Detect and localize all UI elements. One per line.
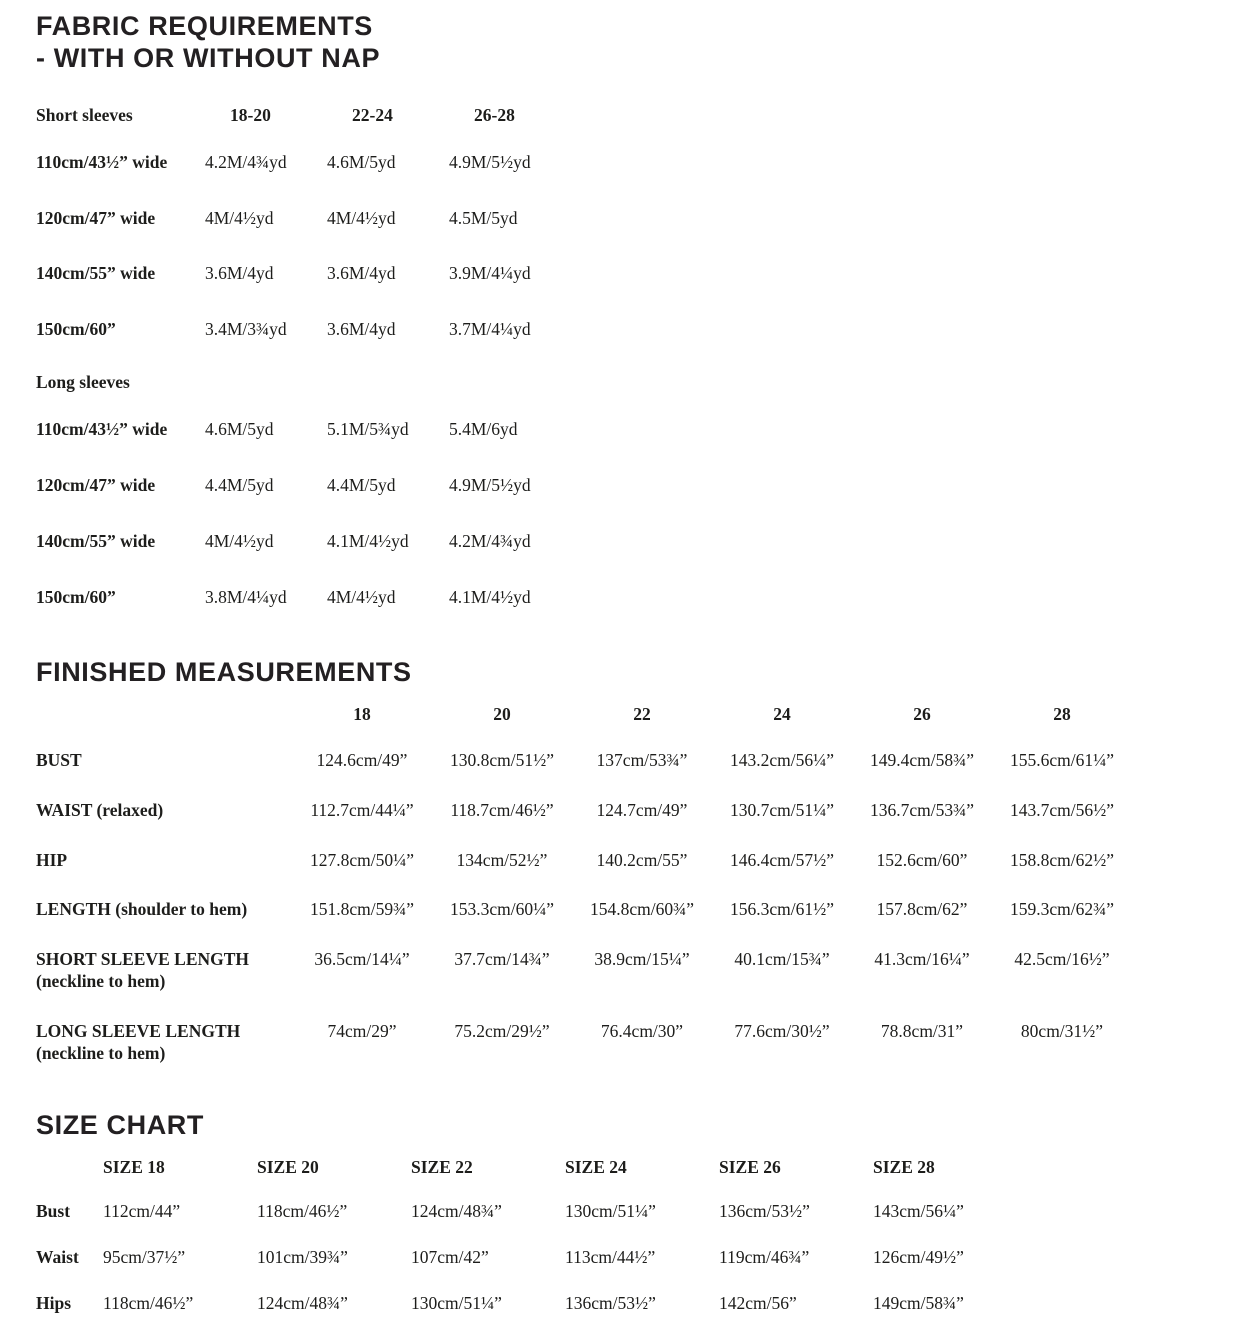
body-measurement-cell: 130cm/51¼”	[411, 1292, 502, 1313]
table-row	[36, 786, 1132, 836]
table-row	[36, 885, 1132, 935]
fabric-amount-cell: 4M/4½yd	[205, 530, 274, 551]
row-label-main: SHORT SLEEVE LENGTH	[36, 949, 250, 970]
body-measurement-cell: 136cm/53½”	[565, 1292, 656, 1313]
fabric-amount-cell: 5.1M/5¾yd	[327, 419, 409, 440]
table-row	[36, 836, 1132, 886]
table-row	[36, 514, 571, 570]
body-measurement-cell: 149cm/58¾”	[873, 1292, 964, 1313]
body-measurement-cell: 118cm/46½”	[103, 1292, 194, 1313]
measurement-cell: 153.3cm/60¼”	[449, 899, 554, 920]
table-header-row	[36, 91, 571, 135]
group-label: Short sleeves	[36, 104, 133, 125]
table-row	[36, 1235, 1027, 1281]
column-header: 22-24	[352, 104, 393, 125]
size-chart-title: SIZE CHART	[36, 1109, 204, 1140]
row-label: 110cm/43½” wide	[36, 151, 168, 172]
size-column-header: SIZE 28	[873, 1157, 935, 1178]
fabric-amount-cell: 4.5M/5yd	[449, 207, 518, 228]
size-column-header: 26	[913, 703, 931, 724]
table-row	[36, 736, 1132, 786]
measurement-cell: 143.7cm/56½”	[1009, 799, 1114, 820]
measurement-cell: 124.6cm/49”	[316, 749, 408, 770]
body-measurement-cell: 126cm/49½”	[873, 1246, 964, 1267]
measurement-cell: 75.2cm/29½”	[454, 1021, 550, 1042]
short-sleeves-fabric-table	[36, 91, 571, 358]
row-label-sub: (neckline to hem)	[36, 1042, 166, 1063]
fabric-amount-cell: 4.1M/4½yd	[327, 530, 409, 551]
body-measurement-cell: 124cm/48¾”	[411, 1201, 502, 1222]
size-column-header: 28	[1053, 703, 1071, 724]
size-column-header: 20	[493, 703, 511, 724]
fabric-amount-cell: 3.9M/4¼yd	[449, 263, 531, 284]
fabric-amount-cell: 4.4M/5yd	[327, 474, 396, 495]
size-column-header: SIZE 26	[719, 1157, 781, 1178]
measurement-cell: 42.5cm/16½”	[1014, 949, 1110, 970]
title-line-1: FABRIC REQUIREMENTS	[36, 11, 373, 41]
finished-measurements-table	[36, 694, 1132, 1079]
body-measurement-cell: 118cm/46½”	[257, 1201, 348, 1222]
finished-measurements-title: FINISHED MEASUREMENTS	[36, 656, 412, 687]
fabric-amount-cell: 3.6M/4yd	[205, 263, 274, 284]
size-column-header: SIZE 24	[565, 1157, 627, 1178]
body-measurement-cell: 124cm/48¾”	[257, 1292, 348, 1313]
table-row	[36, 191, 571, 247]
measurement-cell: 156.3cm/61½”	[729, 899, 834, 920]
row-label: 110cm/43½” wide	[36, 419, 168, 440]
fabric-amount-cell: 4.6M/5yd	[327, 151, 396, 172]
fabric-amount-cell: 4.9M/5½yd	[449, 474, 531, 495]
row-label: Waist	[36, 1246, 79, 1267]
measurement-cell: 137cm/53¾”	[596, 749, 688, 770]
fabric-amount-cell: 4.4M/5yd	[205, 474, 274, 495]
row-label: 120cm/47” wide	[36, 207, 156, 228]
measurement-cell: 124.7cm/49”	[596, 799, 688, 820]
measurement-cell: 140.2cm/55”	[596, 849, 688, 870]
fabric-amount-cell: 4.6M/5yd	[205, 419, 274, 440]
body-measurement-cell: 119cm/46¾”	[719, 1246, 810, 1267]
row-label: 140cm/55” wide	[36, 263, 156, 284]
table-row	[36, 1189, 1027, 1235]
size-column-header: 24	[773, 703, 791, 724]
table-row	[36, 246, 571, 302]
fabric-amount-cell: 3.8M/4¼yd	[205, 586, 287, 607]
table-row	[36, 1007, 1132, 1079]
measurement-cell: 76.4cm/30”	[600, 1021, 684, 1042]
fabric-amount-cell: 3.6M/4yd	[327, 319, 396, 340]
long-sleeves-fabric-table	[36, 358, 571, 625]
size-column-header: SIZE 20	[257, 1157, 319, 1178]
body-measurement-cell: 95cm/37½”	[103, 1246, 186, 1267]
size-column-header: SIZE 18	[103, 1157, 165, 1178]
measurement-cell: 151.8cm/59¾”	[309, 899, 414, 920]
fabric-amount-cell: 4.1M/4½yd	[449, 586, 531, 607]
row-label: 150cm/60”	[36, 586, 116, 607]
measurement-cell: 80cm/31½”	[1020, 1021, 1104, 1042]
measurement-cell: 127.8cm/50¼”	[309, 849, 414, 870]
row-label: Hips	[36, 1292, 72, 1313]
title-line-2: - WITH OR WITHOUT NAP	[36, 43, 381, 74]
measurement-cell: 143.2cm/56¼”	[729, 749, 834, 770]
measurement-cell: 130.8cm/51½”	[449, 749, 554, 770]
table-header-row	[36, 694, 1132, 736]
group-label: Long sleeves	[36, 372, 130, 393]
row-label: 120cm/47” wide	[36, 474, 156, 495]
size-column-header: 18	[353, 703, 371, 724]
column-header: 18-20	[230, 104, 271, 125]
fabric-amount-cell: 4.2M/4¾yd	[449, 530, 531, 551]
row-label-sub: (neckline to hem)	[36, 971, 166, 992]
measurement-cell: 41.3cm/16¼”	[874, 949, 970, 970]
measurement-cell: 157.8cm/62”	[876, 899, 968, 920]
measurement-cell: 154.8cm/60¾”	[589, 899, 694, 920]
body-measurement-cell: 142cm/56”	[719, 1292, 797, 1313]
row-label: HIP	[36, 849, 68, 870]
measurement-cell: 118.7cm/46½”	[450, 799, 554, 820]
body-measurement-cell: 112cm/44”	[103, 1201, 181, 1222]
measurement-cell: 38.9cm/15¼”	[594, 949, 690, 970]
row-label: 150cm/60”	[36, 319, 116, 340]
measurement-cell: 155.6cm/61¼”	[1009, 749, 1114, 770]
measurement-cell: 152.6cm/60”	[876, 849, 968, 870]
body-measurement-cell: 143cm/56¼”	[873, 1201, 964, 1222]
measurement-cell: 149.4cm/58¾”	[869, 749, 974, 770]
measurement-cell: 78.8cm/31”	[880, 1021, 964, 1042]
fabric-amount-cell: 3.7M/4¼yd	[449, 319, 531, 340]
fabric-amount-cell: 4M/4½yd	[327, 586, 396, 607]
measurement-cell: 40.1cm/15¾”	[734, 949, 830, 970]
measurement-cell: 146.4cm/57½”	[729, 849, 834, 870]
body-measurement-cell: 101cm/39¾”	[257, 1246, 348, 1267]
table-row	[36, 935, 1132, 1007]
row-label	[36, 1007, 292, 1079]
measurement-cell: 37.7cm/14¾”	[454, 949, 550, 970]
size-column-header: SIZE 22	[411, 1157, 473, 1178]
row-label	[36, 935, 292, 1007]
row-label: 140cm/55” wide	[36, 530, 156, 551]
table-row	[36, 1281, 1027, 1327]
size-chart-table	[36, 1147, 1027, 1327]
table-header-row	[36, 358, 571, 402]
table-row	[36, 402, 571, 458]
fabric-requirements-title	[36, 10, 1242, 75]
measurement-cell: 136.7cm/53¾”	[869, 799, 974, 820]
column-header: 26-28	[474, 104, 515, 125]
measurement-cell: 77.6cm/30½”	[734, 1021, 830, 1042]
fabric-amount-cell: 4M/4½yd	[327, 207, 396, 228]
fabric-amount-cell: 3.4M/3¾yd	[205, 319, 287, 340]
table-row	[36, 570, 571, 626]
measurement-cell: 74cm/29”	[327, 1021, 397, 1042]
table-header-row	[36, 1147, 1027, 1189]
row-label: LENGTH (shoulder to hem)	[36, 899, 248, 920]
fabric-amount-cell: 5.4M/6yd	[449, 419, 518, 440]
fabric-amount-cell: 3.6M/4yd	[327, 263, 396, 284]
body-measurement-cell: 130cm/51¼”	[565, 1201, 656, 1222]
body-measurement-cell: 107cm/42”	[411, 1246, 489, 1267]
body-measurement-cell: 113cm/44½”	[565, 1246, 656, 1267]
measurement-cell: 130.7cm/51¼”	[729, 799, 834, 820]
measurement-cell: 159.3cm/62¾”	[1009, 899, 1114, 920]
measurement-cell: 158.8cm/62½”	[1009, 849, 1114, 870]
measurement-cell: 134cm/52½”	[456, 849, 548, 870]
measurement-cell: 36.5cm/14¼”	[314, 949, 410, 970]
fabric-amount-cell: 4M/4½yd	[205, 207, 274, 228]
table-row	[36, 458, 571, 514]
row-label: WAIST (relaxed)	[36, 799, 164, 820]
fabric-amount-cell: 4.9M/5½yd	[449, 151, 531, 172]
table-row	[36, 302, 571, 358]
row-label: Bust	[36, 1201, 71, 1222]
fabric-amount-cell: 4.2M/4¾yd	[205, 151, 287, 172]
body-measurement-cell: 136cm/53½”	[719, 1201, 810, 1222]
measurement-cell: 112.7cm/44¼”	[310, 799, 414, 820]
table-row	[36, 135, 571, 191]
size-column-header: 22	[633, 703, 651, 724]
row-label: BUST	[36, 749, 82, 770]
row-label-main: LONG SLEEVE LENGTH	[36, 1021, 241, 1042]
